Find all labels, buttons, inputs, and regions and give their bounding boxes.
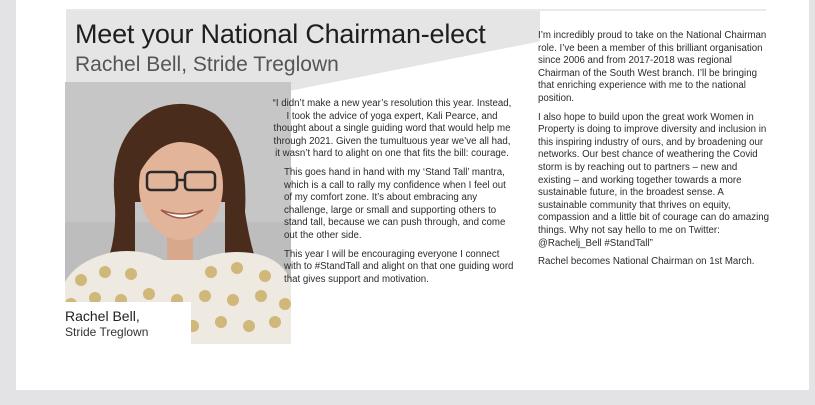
article-subtitle: Rachel Bell, Stride Treglown bbox=[75, 53, 339, 76]
body-paragraph: I’m incredibly proud to take on the National Chairman role. I’ve been a member of this brilliant organisation since 2006 and from 2017-2018 was regional Chairman of the South West branch. I’ll be bringing that enriching experience with me to the national position. bbox=[538, 30, 767, 104]
photo-caption-org: Stride Treglown bbox=[65, 325, 149, 339]
body-paragraph: I also hope to build upon the great work Women in Property is doing to improve diversity and inclusion in this inspiring industry of ours, and by broadening our networks. Our best chance of weathering the Covid storm is by reaching out to partners – new and existing – and working together towards a more sustainable future, in the broadest sense. A sustainable community that thrives on equity, compassion and a little bit of courage can do amazing things. Why not say hello to me on Twitter: @Rachelj_Bell #StandTall” bbox=[538, 111, 770, 249]
top-rule bbox=[66, 9, 766, 11]
right-column bbox=[538, 30, 772, 275]
quote-paragraph: This year I will be encouraging everyone I connect with to #StandTall and alight on that one guiding word that gives support and motivation. bbox=[284, 248, 514, 285]
quote-paragraph: This goes hand in hand with my ‘Stand Tall’ mantra, which is a call to rally my confidence when I feel out of my comfort zone. It’s about embracing any challenge, large or small and supporting others to stand tall, because we can push through, and come out the other side. bbox=[284, 166, 506, 241]
quote-paragraph: “I didn’t make a new year’s resolution this year. Instead, I took the advice of yoga expert, Kali Pearce, and thought about a single guiding word that would help me through 2021. Given the tumultuous year we’ve all had, it wasn’t hard to alight on one that fits the bill: courage. bbox=[272, 98, 512, 160]
photo-caption-name: Rachel Bell, bbox=[65, 308, 140, 324]
article-title: Meet your National Chairman-elect bbox=[75, 19, 486, 49]
body-paragraph: Rachel becomes National Chairman on 1st March. bbox=[538, 256, 755, 268]
middle-column bbox=[270, 98, 514, 292]
